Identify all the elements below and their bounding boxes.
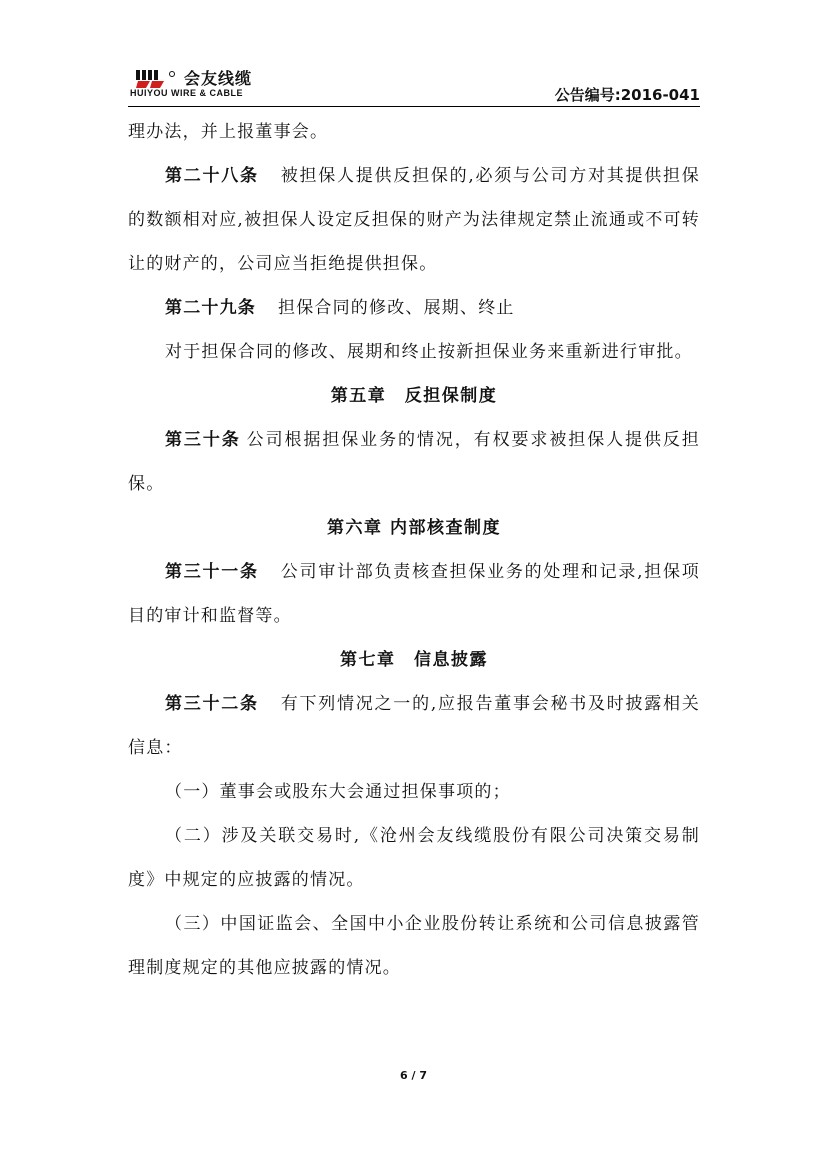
chapter-5-heading: 第五章 反担保制度 [330, 386, 498, 406]
article-30 [128, 418, 700, 506]
chapter-7-heading: 第七章 信息披露 [340, 650, 488, 670]
page-number: 6 / 7 [400, 1069, 427, 1082]
list-item-3: （三）中国证监会、全国中小企业股份转让系统和公司信息披露管理制度规定的其他应披露的情况。 [128, 914, 700, 978]
announcement-number: 公告编号:2016-041 [554, 86, 700, 104]
article-31-title: 第三十一条 [165, 562, 259, 582]
chapter-6-heading: 第六章 内部核查制度 [327, 518, 501, 538]
article-28-text: 被担保人提供反担保的,必须与公司方对其提供担保的数额相对应,被担保人设定反担保的财产为法律规定禁止流通或不可转让的财产的，公司应当拒绝提供担保。 [128, 166, 700, 274]
logo-chinese-name: 会友线缆 [184, 69, 253, 88]
list-item-1: （一）董事会或股东大会通过担保事项的； [165, 782, 511, 802]
continued-paragraph: 理办法，并上报董事会。 [128, 122, 329, 142]
article-30-text: 公司根据担保业务的情况，有权要求被担保人提供反担保。 [128, 430, 700, 494]
company-logo [128, 66, 298, 100]
page-header [128, 62, 700, 104]
article-29-text: 担保合同的修改、展期、终止 [278, 298, 515, 318]
cable-logo-icon [134, 68, 178, 90]
article-29 [128, 286, 700, 330]
article-31-text: 公司审计部负责核查担保业务的处理和记录,担保项目的审计和监督等。 [128, 562, 700, 626]
article-29-title: 第二十九条 [165, 298, 256, 318]
list-item-2: （二）涉及关联交易时,《沧州会友线缆股份有限公司决策交易制度》中规定的应披露的情况。 [128, 826, 700, 890]
header-divider [128, 106, 700, 107]
article-28-title: 第二十八条 [165, 166, 259, 186]
article-32-text: 有下列情况之一的,应报告董事会秘书及时披露相关信息： [128, 694, 700, 758]
article-28 [128, 154, 700, 286]
document-body [128, 110, 700, 990]
article-30-title: 第三十条 [165, 430, 241, 450]
article-32-title: 第三十二条 [165, 694, 259, 714]
logo-english-name: HUIYOU WIRE & CABLE [130, 88, 243, 98]
article-32 [128, 682, 700, 770]
article-31 [128, 550, 700, 638]
article-29-detail: 对于担保合同的修改、展期和终止按新担保业务来重新进行审批。 [165, 342, 693, 362]
